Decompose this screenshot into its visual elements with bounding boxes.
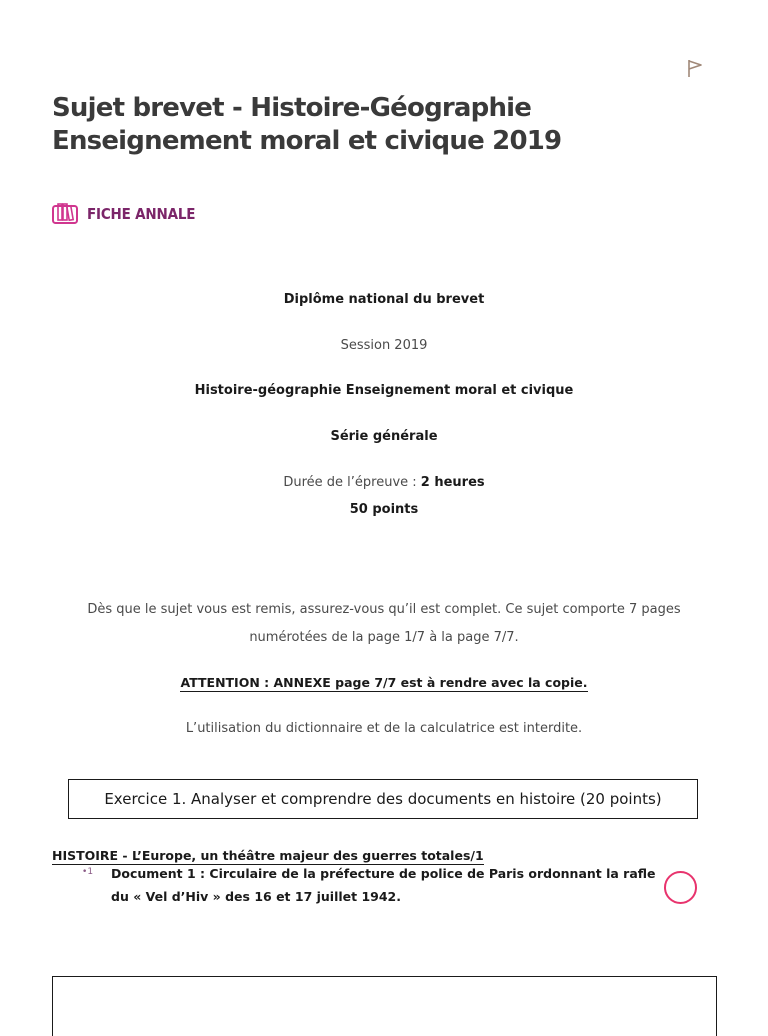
points-label: 50 points	[349, 502, 419, 517]
session-label: Session 2019	[340, 338, 428, 353]
tools-notice: L’utilisation du dictionnaire et de la calculatrice est interdite.	[185, 721, 583, 736]
attention-notice	[0, 675, 768, 690]
exercise-heading: Exercice 1. Analyser et comprendre des documents en histoire (20 points)	[104, 790, 662, 808]
duration-value: 2 heures	[420, 475, 485, 490]
flag-icon[interactable]	[686, 58, 704, 78]
list-marker: •1	[82, 867, 94, 877]
section-heading	[52, 848, 484, 863]
ring-button[interactable]	[664, 871, 697, 904]
intro-paragraph: Dès que le sujet vous est remis, assurez-vous qu’il est complet. Ce sujet comporte 7 pages numérotées de la page 1/7 à la page 7/7.	[87, 602, 681, 645]
document-frame	[52, 976, 717, 1036]
category-badge	[52, 203, 195, 225]
books-icon	[52, 203, 79, 225]
series-label: Série générale	[330, 429, 438, 444]
exercise-heading-box	[68, 779, 698, 819]
duration-label: Durée de l’épreuve :	[283, 475, 421, 490]
attention-text: ATTENTION : ANNEXE page 7/7 est à rendre avec la copie.	[180, 675, 588, 690]
subject-label: Histoire-géographie Enseignement moral et civique	[194, 383, 574, 398]
diploma-title: Diplôme national du brevet	[283, 292, 485, 307]
category-label: FICHE ANNALE	[87, 205, 196, 223]
page-title: Sujet brevet - Histoire-Géographie Enseignement moral et civique 2019	[52, 93, 562, 156]
document-description: Document 1 : Circulaire de la préfecture de police de Paris ordonnant la rafle du « Vel d’Hiv » des 16 et 17 juillet 1942.	[111, 866, 656, 904]
duration-line	[0, 475, 768, 490]
section-heading-text: HISTOIRE - L’Europe, un théâtre majeur des guerres totales/1	[52, 848, 484, 863]
